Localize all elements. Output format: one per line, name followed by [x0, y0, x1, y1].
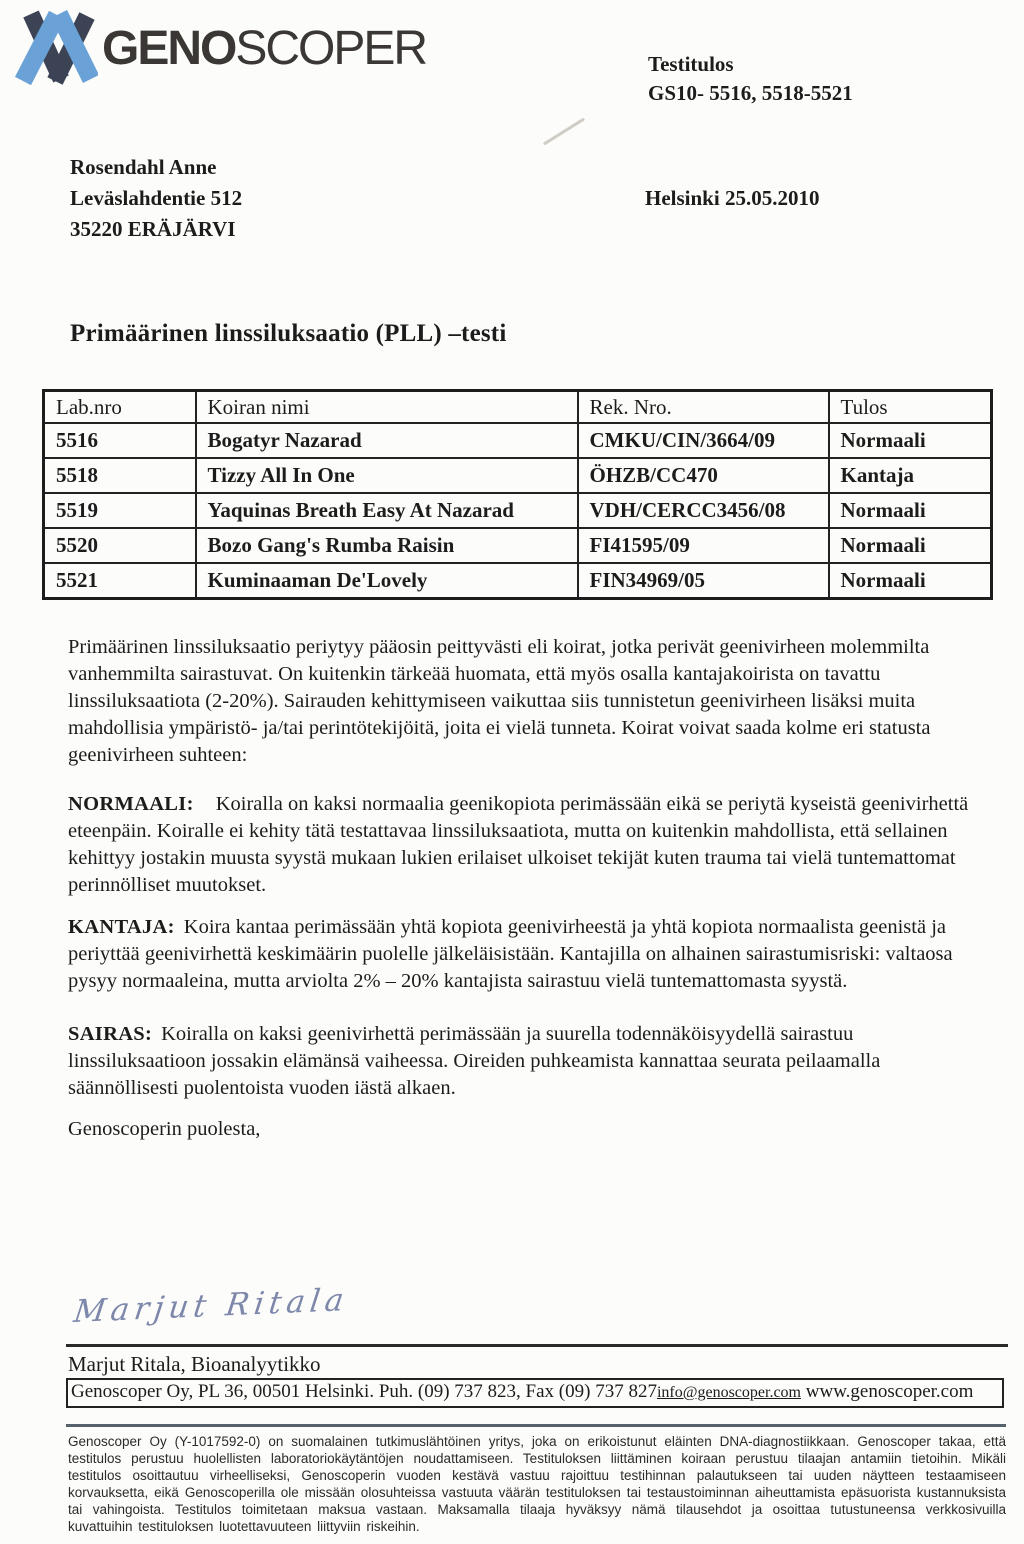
doc-ref-number: GS10- 5516, 5518-5521: [648, 81, 853, 105]
cell-reg-nro: CMKU/CIN/3664/09: [578, 423, 829, 458]
cell-reg-nro: FIN34969/05: [578, 563, 829, 599]
logo-wordmark-light: SCOPER: [235, 21, 427, 75]
place-and-date: Helsinki 25.05.2010: [645, 186, 820, 210]
table-row: [44, 423, 992, 458]
logo-wordmark-bold: GENO: [102, 21, 236, 75]
col-header-lab-nro: Lab.nro: [44, 391, 196, 424]
scan-artifact-mark: [543, 118, 585, 146]
results-table-wrapper: [42, 389, 993, 600]
definition-text: Koira kantaa perimässään yhtä kopiota geenivirheestä ja yhtä kopiota normaalista geenistä ja periyttää geenivirhettä keskimäärin puolelle jälkeläisistään. Kantajilla on alhainen sairastumisriski: valtaosa pysyy normaaleina, mutta arviolta 2% – 20% kantajista sairastuu vielä tuntemattomasta syystä.: [68, 916, 953, 992]
cell-lab-nro: 5521: [44, 563, 196, 599]
double-x-chromosome-icon: [10, 6, 98, 88]
cell-reg-nro: ÖHZB/CC470: [578, 458, 829, 493]
results-table: [42, 389, 993, 600]
cell-dog-name: Bozo Gang's Rumba Raisin: [196, 528, 578, 563]
recipient-name: Rosendahl Anne: [70, 155, 217, 179]
definition-text: Koiralla on kaksi normaalia geenikopiota perimässään eikä se periytä kyseistä geenivirhettä eteenpäin. Koiralle ei kehity tätä testattavaa linssiluksaatiota, mutta on kuitenkin mahdollista, että sellainen kehittyy jostakin muusta syystä mukaan lukien erilaiset ulkoiset tekijät kuten trauma tai vielä tuntemattomat perinnölliset muutokset.: [68, 793, 969, 896]
definition-sairas: [68, 1021, 990, 1102]
footer-rule: [66, 1424, 1006, 1427]
table-header-row: [44, 391, 992, 424]
col-header-result: Tulos: [829, 391, 992, 424]
footer-disclaimer: Genoscoper Oy (Y-1017592-0) on suomalainen tutkimuslähtöinen yritys, joka on erikoistunut eläinten DNA-diagnostiikkaan. Genoscoper takaa, että testitulos perustuu huolellisten laboratoriokäytäntöjen noudattamiseen. Testituloksen liittäminen koiraan perustuu tilaajan antamiin tietoihin. Mikäli testitulos osoittautuu virheelliseksi, Genoscoperin vuoden kestävä vastuu rajoittuu testihinnan palautukseen tai uuden näytteen testaamiseen korvauksetta, eikä Genoscoperilla ole missään olosuhteissa vastuuta väärän testituloksen tai testaustoiminnan aiheuttamista epäsuorista kustannuksista tai vahingoista. Testitulos toimitetaan maksua vastaan. Maksamalla tilaaja hyväksyy nämä tilausehdot ja osoittaa tutustuneensa verkkosivuilla kuvattuihin testituloksen luotettavuuteen liittyviin riskeihin.: [68, 1434, 1006, 1534]
handwritten-signature: Marjut Ritala: [71, 1281, 351, 1331]
definition-label: NORMAALI:: [68, 793, 194, 815]
website-text: [801, 1381, 973, 1402]
cell-reg-nro: FI41595/09: [578, 528, 829, 563]
cell-result: Normaali: [829, 423, 992, 458]
recipient-street: Leväslahdentie 512: [70, 186, 243, 210]
table-row: [44, 563, 992, 599]
intro-paragraph: Primäärinen linssiluksaatio periytyy pääosin peittyvästi eli koirat, jotka perivät geenivirheen molemmilta vanhemmilta sairastuvat. On kuitenkin tärkeää huomata, että myös osalla kantajakoirista on tavattu linssiluksaatiota (2-20%). Sairauden kehittymiseen vaikuttaa siis tunnistetun geenivirheen lisäksi muita mahdollisia ympäristö- ja/tai perintötekijöitä, joita ei vielä tunneta. Koirat voivat saada kolme eri statusta geenivirheen suhteen:: [68, 636, 931, 766]
cell-result: Normaali: [829, 528, 992, 563]
closing-line: Genoscoperin puolesta,: [68, 1118, 261, 1140]
logo-wordmark: [102, 21, 426, 76]
document-meta: [648, 50, 853, 108]
doc-type-label: Testitulos: [648, 52, 734, 76]
definition-kantaja: [68, 914, 990, 995]
cell-lab-nro: 5516: [44, 423, 196, 458]
signer-name-title: Marjut Ritala, Bioanalyytikko: [68, 1352, 321, 1376]
definition-label: SAIRAS:: [68, 1023, 153, 1045]
col-header-dog-name: Koiran nimi: [196, 391, 578, 424]
cell-dog-name: Bogatyr Nazarad: [196, 423, 578, 458]
cell-dog-name: Kuminaaman De'Lovely: [196, 563, 578, 599]
col-header-reg-nro: Rek. Nro.: [578, 391, 829, 424]
cell-result: Normaali: [829, 493, 992, 528]
table-row: [44, 528, 992, 563]
table-row: [44, 493, 992, 528]
cell-lab-nro: 5520: [44, 528, 196, 563]
cell-dog-name: Yaquinas Breath Easy At Nazarad: [196, 493, 578, 528]
cell-lab-nro: 5519: [44, 493, 196, 528]
website-url: www.genoscoper.com: [805, 1381, 974, 1402]
genoscoper-logo: [10, 6, 426, 88]
definition-normaali: [68, 791, 990, 899]
recipient-postal-city: 35220 ERÄJÄRVI: [70, 217, 236, 241]
table-row: [44, 458, 992, 493]
cell-result: Kantaja: [829, 458, 992, 493]
page-title: Primäärinen linssiluksaatio (PLL) –testi: [70, 320, 507, 347]
cell-result: Normaali: [829, 563, 992, 599]
cell-reg-nro: VDH/CERCC3456/08: [578, 493, 829, 528]
signature-rule: [66, 1344, 1008, 1347]
cell-lab-nro: 5518: [44, 458, 196, 493]
definition-label: KANTAJA:: [68, 916, 175, 938]
definition-text: Koiralla on kaksi geenivirhettä perimässään ja suurella todennäköisyydellä sairastuu linssiluksaatioon jossakin elämänsä vaiheessa. Oireiden puhkeamista kannattaa seurata peilaamalla säännöllisesti puolentoista vuoden iästä alkaen.: [68, 1023, 881, 1099]
recipient-address: [70, 152, 242, 245]
company-contact-box: [66, 1378, 1004, 1408]
email-text: info@genoscoper.com: [656, 1384, 801, 1401]
contact-text: Genoscoper Oy, PL 36, 00501 Helsinki. Puh. (09) 737 823, Fax (09) 737 827: [71, 1381, 657, 1402]
cell-dog-name: Tizzy All In One: [196, 458, 578, 493]
